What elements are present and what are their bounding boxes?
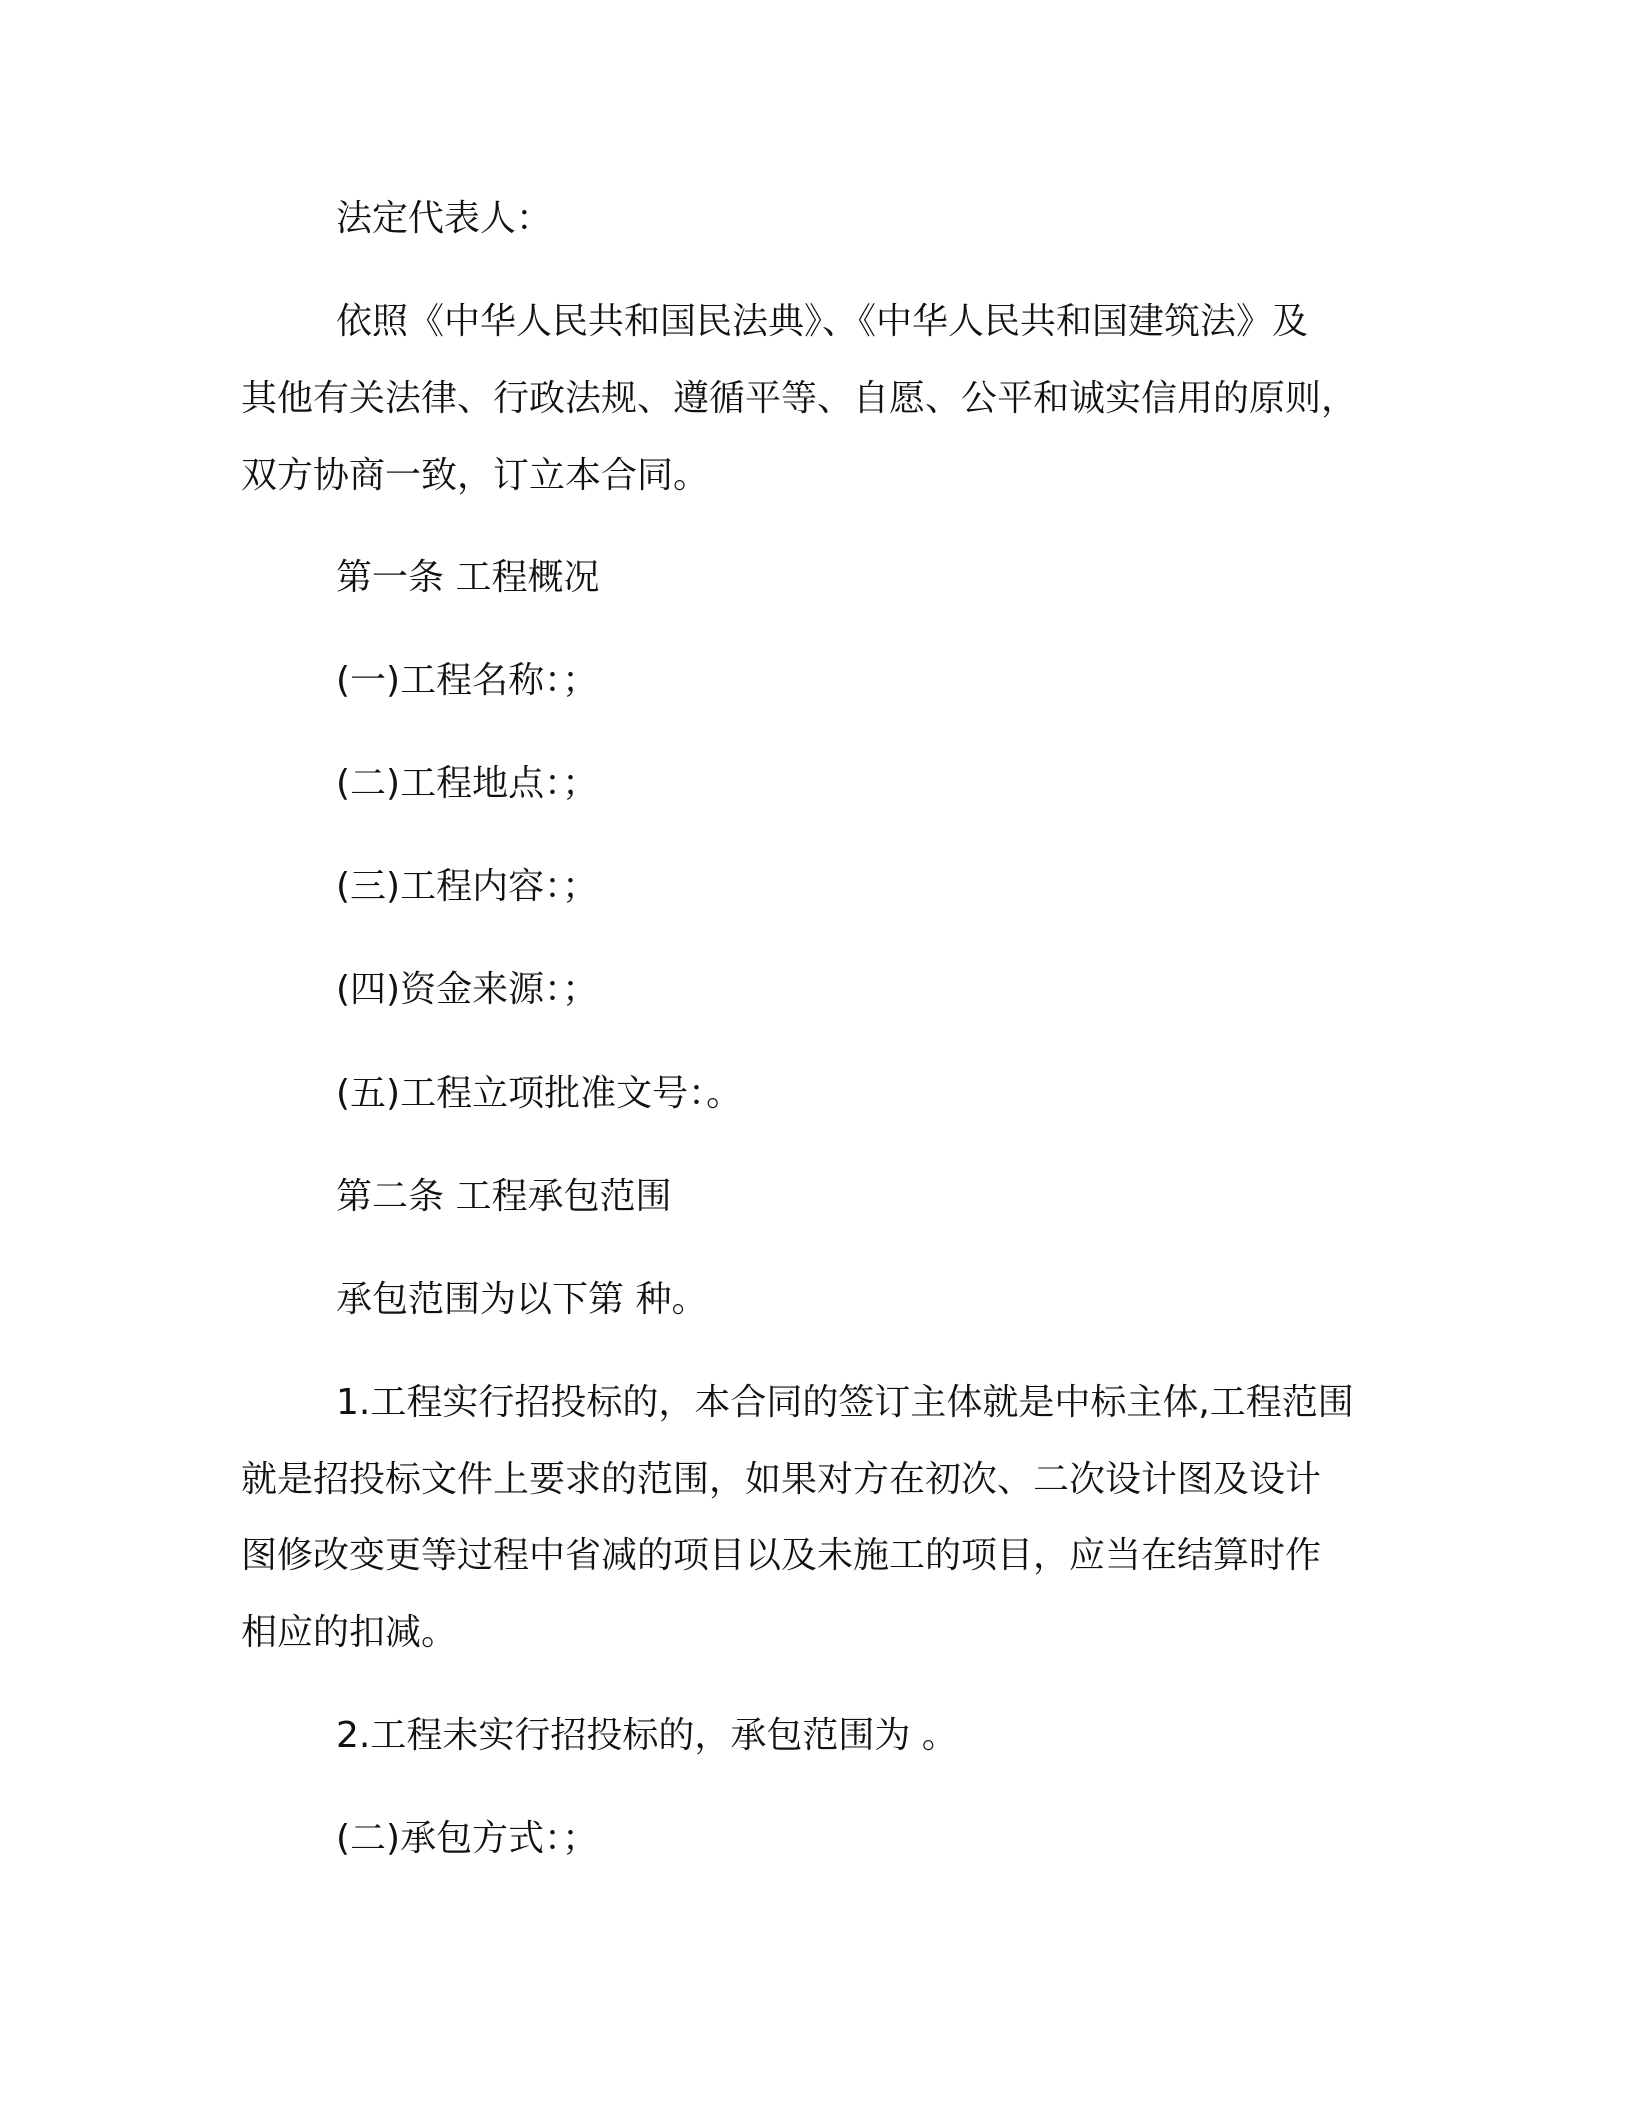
scope-item-1-line-2: 就是招投标文件上要求的范围，如果对方在初次、二次设计图及设计 (241, 1459, 1322, 1500)
paragraph-basis-line-2: 其他有关法律、行政法规、遵循平等、自愿、公平和诚实信用的原则， (241, 378, 1358, 419)
legal-representative-line: 法定代表人： (336, 198, 553, 239)
contract-method-line: (二)承包方式：； (336, 1818, 599, 1859)
scope-item-1-line-3: 图修改变更等过程中省减的项目以及未施工的项目，应当在结算时作 (241, 1535, 1322, 1576)
article-1-heading: 第一条 工程概况 (336, 557, 600, 598)
approval-number-line: (五)工程立项批准文号：。 (336, 1073, 743, 1114)
funding-source-line: (四)资金来源：； (336, 969, 599, 1010)
paragraph-basis-line-3: 双方协商一致，订立本合同。 (241, 455, 710, 496)
scope-item-1-line-4: 相应的扣减。 (241, 1612, 458, 1653)
project-content-line: (三)工程内容：； (336, 866, 599, 907)
project-name-line: (一)工程名称：； (336, 660, 599, 701)
project-location-line: (二)工程地点：； (336, 763, 599, 804)
article-2-heading: 第二条 工程承包范围 (336, 1176, 672, 1217)
scope-item-1-line-1: 1.工程实行招投标的，本合同的签订主体就是中标主体,工程范围 (336, 1382, 1354, 1423)
scope-option-line: 承包范围为以下第 种。 (336, 1279, 708, 1320)
paragraph-basis-line-1: 依照《中华人民共和国民法典》、《中华人民共和国建筑法》及 (336, 301, 1309, 342)
scope-item-2-line: 2.工程未实行招投标的，承包范围为 。 (336, 1715, 958, 1756)
